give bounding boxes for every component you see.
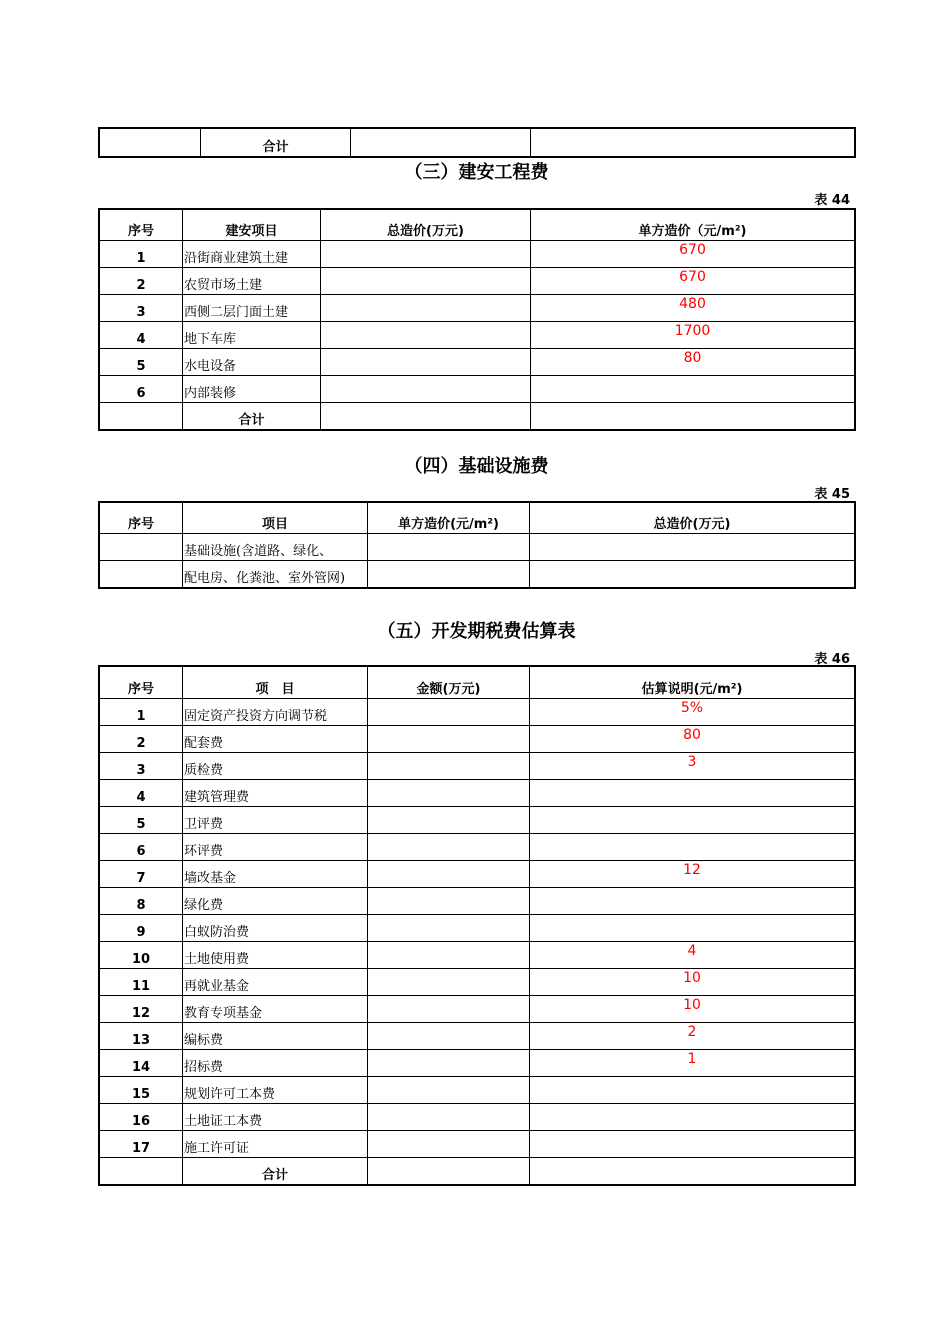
table-row <box>100 295 855 322</box>
row-number: 5 <box>100 807 183 834</box>
row-item: 再就业基金 <box>183 969 368 996</box>
row-note <box>530 834 855 861</box>
row-item: 土地证工本费 <box>183 1104 368 1131</box>
row-unit-cost: 480 <box>531 295 855 322</box>
table-row <box>100 241 855 268</box>
table-row <box>100 699 855 726</box>
infrastructure-item-line2: 配电房、化粪池、室外管网) <box>183 561 368 588</box>
row-note: 10 <box>530 996 855 1023</box>
row-number: 1 <box>100 241 183 268</box>
section4-table-number: 表 45 <box>814 487 850 502</box>
row-note: 12 <box>530 861 855 888</box>
table-row <box>100 861 855 888</box>
row-item: 规划许可工本费 <box>183 1077 368 1104</box>
row-unit-cost: 670 <box>531 241 855 268</box>
row-item: 西侧二层门面土建 <box>183 295 321 322</box>
row-number: 14 <box>100 1050 183 1077</box>
header-note: 估算说明(元/m²) <box>530 667 855 699</box>
infrastructure-cost-table <box>99 502 855 588</box>
row-note: 10 <box>530 969 855 996</box>
row-amount <box>368 780 530 807</box>
header-item: 项 目 <box>183 667 368 699</box>
row-total-cost <box>321 322 531 349</box>
top-partial-table <box>99 128 855 157</box>
table-row <box>100 942 855 969</box>
row-amount <box>368 915 530 942</box>
row-number: 1 <box>100 699 183 726</box>
table-row <box>100 322 855 349</box>
top-total-label: 合计 <box>201 129 351 157</box>
row-number: 6 <box>100 834 183 861</box>
row-note: 1 <box>530 1050 855 1077</box>
row-number: 3 <box>100 753 183 780</box>
infrastructure-item-line1: 基础设施(含道路、绿化、 <box>183 534 368 561</box>
row-item: 建筑管理费 <box>183 780 368 807</box>
row-item: 绿化费 <box>183 888 368 915</box>
table-row <box>100 1131 855 1158</box>
row-note: 80 <box>530 726 855 753</box>
row-number: 7 <box>100 861 183 888</box>
table-row <box>100 915 855 942</box>
table-row <box>100 780 855 807</box>
tax-fee-table <box>99 666 855 1185</box>
row-number: 11 <box>100 969 183 996</box>
row-number: 5 <box>100 349 183 376</box>
row-unit-cost: 1700 <box>531 322 855 349</box>
table-row <box>100 1077 855 1104</box>
header-total: 总造价(万元) <box>321 210 531 241</box>
row-amount <box>368 1077 530 1104</box>
header-item: 项目 <box>183 503 368 534</box>
row-item: 内部装修 <box>183 376 321 403</box>
table-row <box>100 888 855 915</box>
section3-total-label: 合计 <box>183 403 321 430</box>
row-item: 质检费 <box>183 753 368 780</box>
row-amount <box>368 1104 530 1131</box>
header-unit: 单方造价(元/m²) <box>368 503 530 534</box>
construction-cost-table <box>99 209 855 430</box>
row-number: 3 <box>100 295 183 322</box>
table-row <box>100 1104 855 1131</box>
header-no: 序号 <box>100 667 183 699</box>
row-number: 15 <box>100 1077 183 1104</box>
row-number: 2 <box>100 726 183 753</box>
row-note <box>530 915 855 942</box>
row-amount <box>368 726 530 753</box>
row-unit-cost <box>531 376 855 403</box>
header-amount: 金额(万元) <box>368 667 530 699</box>
section5-total-label: 合计 <box>183 1158 368 1185</box>
section3-table-number: 表 44 <box>814 193 850 208</box>
row-total-cost <box>321 349 531 376</box>
section5-title: （五）开发期税费估算表 <box>377 621 576 642</box>
header-unit: 单方造价（元/m²) <box>531 210 855 241</box>
table-row <box>100 349 855 376</box>
row-note <box>530 780 855 807</box>
row-number: 2 <box>100 268 183 295</box>
row-number: 4 <box>100 780 183 807</box>
row-note: 4 <box>530 942 855 969</box>
table-row <box>100 1023 855 1050</box>
row-number: 13 <box>100 1023 183 1050</box>
row-amount <box>368 807 530 834</box>
row-amount <box>368 888 530 915</box>
row-total-cost <box>321 376 531 403</box>
row-item: 地下车库 <box>183 322 321 349</box>
table-row <box>100 376 855 403</box>
table-row <box>100 1050 855 1077</box>
row-number: 6 <box>100 376 183 403</box>
row-item: 水电设备 <box>183 349 321 376</box>
table-row <box>100 726 855 753</box>
row-item: 招标费 <box>183 1050 368 1077</box>
row-note <box>530 1104 855 1131</box>
row-number: 17 <box>100 1131 183 1158</box>
row-amount <box>368 699 530 726</box>
row-amount <box>368 1131 530 1158</box>
row-note: 5% <box>530 699 855 726</box>
row-note <box>530 1131 855 1158</box>
row-total-cost <box>321 268 531 295</box>
row-item: 配套费 <box>183 726 368 753</box>
row-amount <box>368 996 530 1023</box>
row-item: 沿街商业建筑土建 <box>183 241 321 268</box>
table-row <box>100 996 855 1023</box>
row-item: 农贸市场土建 <box>183 268 321 295</box>
section5-table-number: 表 46 <box>814 652 850 667</box>
row-item: 编标费 <box>183 1023 368 1050</box>
row-number: 4 <box>100 322 183 349</box>
row-amount <box>368 1050 530 1077</box>
row-amount <box>368 834 530 861</box>
row-number: 12 <box>100 996 183 1023</box>
row-note <box>530 888 855 915</box>
table-row <box>100 969 855 996</box>
row-item: 白蚁防治费 <box>183 915 368 942</box>
row-amount <box>368 753 530 780</box>
row-item: 环评费 <box>183 834 368 861</box>
row-amount <box>368 969 530 996</box>
header-item: 建安项目 <box>183 210 321 241</box>
section3-title: （三）建安工程费 <box>404 162 549 183</box>
row-total-cost <box>321 241 531 268</box>
section4-title: （四）基础设施费 <box>404 456 549 477</box>
row-number: 8 <box>100 888 183 915</box>
header-total: 总造价(万元) <box>530 503 855 534</box>
table-row <box>100 268 855 295</box>
row-item: 施工许可证 <box>183 1131 368 1158</box>
row-item: 教育专项基金 <box>183 996 368 1023</box>
row-total-cost <box>321 295 531 322</box>
row-note: 3 <box>530 753 855 780</box>
table-row <box>100 807 855 834</box>
row-unit-cost: 80 <box>531 349 855 376</box>
row-item: 墙改基金 <box>183 861 368 888</box>
row-item: 卫评费 <box>183 807 368 834</box>
table-row <box>100 753 855 780</box>
row-item: 土地使用费 <box>183 942 368 969</box>
row-amount <box>368 1023 530 1050</box>
table-row <box>100 834 855 861</box>
row-number: 10 <box>100 942 183 969</box>
row-note: 2 <box>530 1023 855 1050</box>
row-unit-cost: 670 <box>531 268 855 295</box>
row-amount <box>368 861 530 888</box>
row-number: 9 <box>100 915 183 942</box>
row-item: 固定资产投资方向调节税 <box>183 699 368 726</box>
row-amount <box>368 942 530 969</box>
header-no: 序号 <box>100 503 183 534</box>
row-note <box>530 1077 855 1104</box>
header-no: 序号 <box>100 210 183 241</box>
row-number: 16 <box>100 1104 183 1131</box>
row-note <box>530 807 855 834</box>
